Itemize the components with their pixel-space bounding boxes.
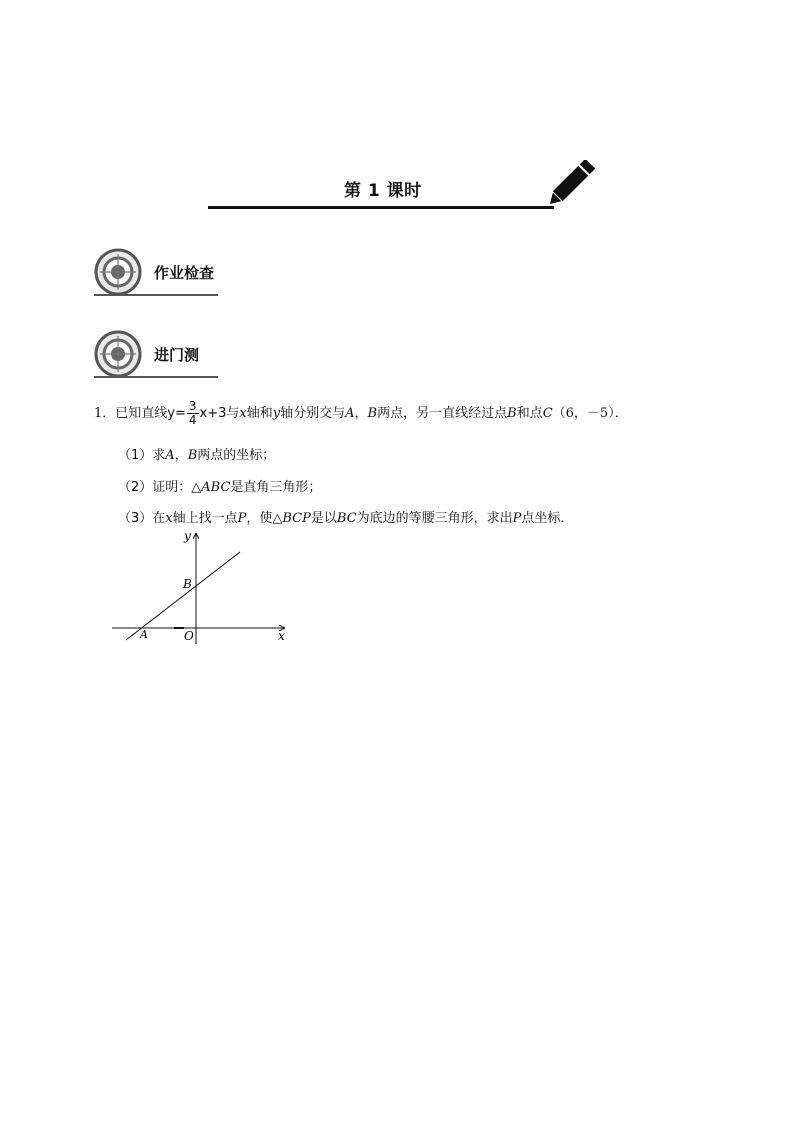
sub-text: 为底边的等腰三角形，求出 (356, 511, 513, 526)
point-a: A (165, 448, 175, 463)
pencil-icon (542, 160, 602, 212)
section-entry-test (94, 330, 224, 378)
fraction-denominator: 4 (188, 413, 197, 427)
stem-text: 与 (226, 406, 240, 421)
var-y: y (272, 406, 281, 421)
segment-bc: BC (336, 511, 357, 526)
sub-text: ，使△ (246, 511, 283, 526)
sub-comma: ， (174, 448, 188, 463)
triangle-bcp: BCP (282, 511, 311, 526)
sub-text: 是以 (310, 511, 337, 526)
stem-text: 轴和 (246, 406, 273, 421)
section-rule (94, 294, 218, 296)
stem-text: 两点，另一直线经过点 (377, 406, 508, 421)
target-icon (94, 248, 142, 296)
point-b: B (187, 448, 198, 463)
stem-text: 和点 (516, 406, 543, 421)
point-b: B (507, 406, 517, 421)
equation-rhs: x+3 (199, 406, 227, 421)
line-ab (126, 552, 240, 640)
stem-comma: ， (354, 406, 368, 421)
sub-text: （1）求 (118, 448, 166, 463)
section-label: 作业检查 (154, 264, 215, 282)
section-label: 进门测 (154, 346, 200, 364)
point-p: P (237, 511, 247, 526)
header-rule (208, 206, 554, 209)
sub-text: （2）证明：△ (118, 480, 202, 495)
problem-number: 1． (94, 406, 116, 421)
origin-label: O (184, 629, 194, 643)
sub-text: （3）在 (118, 511, 166, 526)
fraction-numerator: 3 (188, 399, 197, 413)
triangle-abc: ABC (201, 480, 231, 495)
equation-fraction (187, 400, 199, 427)
var-x: x (239, 406, 247, 421)
sub-text: 点坐标． (521, 511, 574, 526)
point-b-label: B (183, 577, 192, 591)
equation-lhs: y= (167, 406, 186, 421)
point-c-coord: （6，－5）． (552, 406, 628, 421)
section-homework-check (94, 248, 224, 296)
lesson-title: 第 1 课时 (344, 181, 422, 201)
point-p: P (512, 511, 522, 526)
var-x: x (165, 511, 173, 526)
sub-question-3 (118, 507, 573, 526)
lesson-header (208, 160, 598, 216)
sub-text: 两点的坐标； (197, 448, 276, 463)
point-a: A (345, 406, 355, 421)
point-c: C (542, 406, 553, 421)
stem-text: 轴分别交与 (280, 406, 346, 421)
x-axis-label: x (278, 629, 285, 643)
sub-question-2 (118, 476, 321, 495)
sub-question-1 (118, 444, 275, 463)
sub-text: 是直角三角形； (230, 480, 322, 495)
sub-text: 轴上找一点 (172, 511, 238, 526)
target-icon (94, 330, 142, 378)
section-rule (94, 376, 218, 378)
point-a-label: A (140, 628, 148, 641)
y-axis-label: y (184, 529, 191, 543)
coordinate-graph (108, 528, 294, 648)
stem-text: 已知直线 (115, 406, 168, 421)
problem-stem (94, 400, 628, 427)
point-b: B (367, 406, 378, 421)
